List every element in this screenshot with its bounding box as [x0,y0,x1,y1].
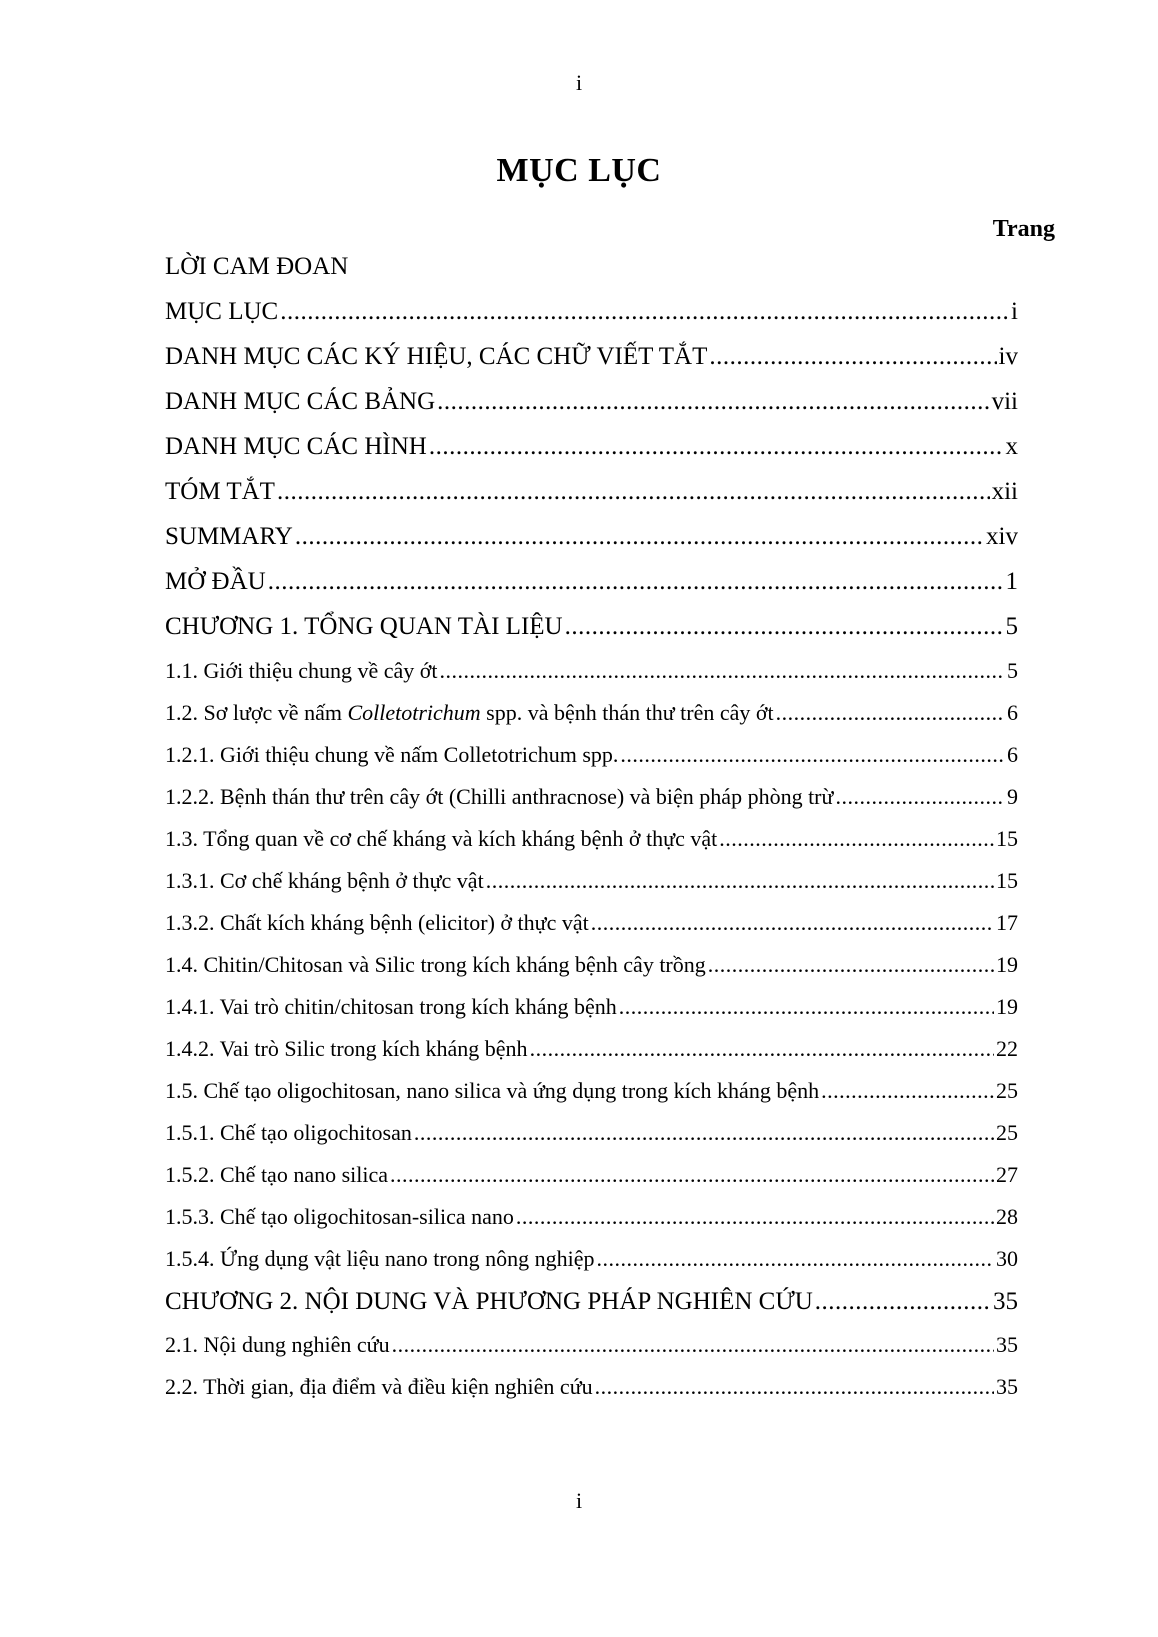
toc-entry[interactable] [165,784,1018,810]
toc-entry[interactable] [165,700,1018,726]
toc-entry-label [165,700,774,726]
toc-entry-page: 1 [1005,568,1018,595]
toc-entry-label: 1.5.4. Ứng dụng vật liệu nano trong nông nghiệp [165,1246,595,1271]
toc-entry-page: 25 [996,1078,1018,1103]
toc-entry-page: 25 [996,1120,1018,1145]
toc-entry-label: LỜI CAM ĐOAN [165,253,349,280]
toc-entry[interactable] [165,994,1018,1020]
header-page-number: i [575,70,583,95]
toc-dot-leader [429,433,1004,461]
toc-entry[interactable] [165,1374,1018,1400]
toc-entry[interactable] [165,1036,1018,1062]
toc-entry-page: i [1011,298,1018,325]
toc-entry-page: 5 [1005,613,1018,640]
toc-entry[interactable] [165,433,1018,461]
toc-entry[interactable] [165,952,1018,978]
toc-dot-leader [815,1288,991,1316]
toc-entry[interactable] [165,523,1018,551]
toc-entry-label: SUMMARY [165,523,293,550]
toc-entry[interactable] [165,742,1018,768]
toc-entry-label-part: 1.2. Sơ lược về nấm [165,700,348,725]
toc-entry-page: 27 [996,1162,1018,1187]
page-column-header: Trang [992,216,1055,242]
toc-entry-label: 1.3.2. Chất kích kháng bệnh (elicitor) ở thực vật [165,910,589,935]
toc-entry-label: 1.4.2. Vai trò Silic trong kích kháng bệnh [165,1036,528,1061]
toc-entry-page: 19 [996,952,1018,977]
toc-entry[interactable] [165,343,1018,371]
toc-entry-page: x [1005,433,1018,460]
toc-entry-label: DANH MỤC CÁC HÌNH [165,433,427,460]
toc-entry-page: 6 [1007,700,1018,725]
toc-entry[interactable] [165,298,1018,326]
toc-dot-leader [440,658,1005,684]
toc-entry[interactable] [165,1204,1018,1230]
toc-entry[interactable] [165,658,1018,684]
toc-entry-label: 2.1. Nội dung nghiên cứu [165,1332,390,1357]
toc-dot-leader [486,868,994,894]
toc-entry-page: 6 [1007,742,1018,767]
toc-entry[interactable] [165,478,1018,506]
toc-entry[interactable] [165,613,1018,641]
toc-dot-leader [620,742,1005,768]
toc-entry[interactable] [165,1246,1018,1272]
toc-entry[interactable] [165,868,1018,894]
toc-entry[interactable] [165,1078,1018,1104]
toc-dot-leader [565,613,1004,641]
toc-entry-label: DANH MỤC CÁC KÝ HIỆU, CÁC CHỮ VIẾT TẮT [165,343,708,370]
toc-entry[interactable] [165,253,1018,281]
toc-dot-leader [516,1204,994,1230]
toc-dot-leader [595,1374,994,1400]
toc-entry-label: 1.3.1. Cơ chế kháng bệnh ở thực vật [165,868,484,893]
toc-entry-page: xiv [986,523,1018,550]
toc-dot-leader [709,343,996,371]
toc-entry-label: 1.2.1. Giới thiệu chung về nấm Colletotrichum spp. [165,742,619,767]
toc-entry-page: 19 [996,994,1018,1019]
toc-dot-leader [835,784,1005,810]
toc-entry-label: 1.5.3. Chế tạo oligochitosan-silica nano [165,1204,514,1229]
toc-entry[interactable] [165,826,1018,852]
toc-dot-leader [295,523,984,551]
toc-entry[interactable] [165,910,1018,936]
toc-entry[interactable] [165,1332,1018,1358]
toc-dot-leader [719,826,994,852]
toc-dot-leader [597,1246,994,1272]
toc-entry-page: 15 [996,826,1018,851]
toc-entry-label-italic: Colletotrichum [347,700,481,725]
toc-entry-label: 1.5.1. Chế tạo oligochitosan [165,1120,412,1145]
toc-dot-leader [437,388,989,416]
toc-entry-page: 22 [996,1036,1018,1061]
toc-dot-leader [591,910,994,936]
toc-dot-leader [414,1120,994,1146]
toc-entry-label: TÓM TẮT [165,478,275,505]
toc-entry-label: 2.2. Thời gian, địa điểm và điều kiện nghiên cứu [165,1374,593,1399]
toc-entry[interactable] [165,1120,1018,1146]
toc-dot-leader [390,1162,994,1188]
toc-entry-page: 17 [996,910,1018,935]
toc-entry-label: 1.2.2. Bệnh thán thư trên cây ớt (Chilli anthracnose) và biện pháp phòng trừ [165,784,834,809]
toc-entry[interactable] [165,1162,1018,1188]
toc-entry-label: 1.3. Tổng quan về cơ chế kháng và kích kháng bệnh ở thực vật [165,826,718,851]
toc-entry-label: MỞ ĐẦU [165,568,266,595]
toc-entry-label: CHƯƠNG 2. NỘI DUNG VÀ PHƯƠNG PHÁP NGHIÊN CỨU [165,1288,813,1315]
toc-dot-leader [708,952,994,978]
toc-entry-page: 30 [996,1246,1018,1271]
toc-dot-leader [619,994,994,1020]
footer-page-number: i [575,1488,583,1513]
toc-entry-label: 1.5. Chế tạo oligochitosan, nano silica và ứng dụng trong kích kháng bệnh [165,1078,820,1103]
toc-dot-leader [277,478,990,506]
toc-entry-label: CHƯƠNG 1. TỔNG QUAN TÀI LIỆU [165,613,563,640]
toc-entry-page: iv [998,343,1018,370]
toc-entry-label: 1.4. Chitin/Chitosan và Silic trong kích kháng bệnh cây trồng [165,952,706,977]
toc-entry-page: 35 [993,1288,1018,1315]
toc-dot-leader [392,1332,994,1358]
toc-entry-label: 1.4.1. Vai trò chitin/chitosan trong kích kháng bệnh [165,994,617,1019]
toc-dot-leader [821,1078,994,1104]
toc-entry-label: MỤC LỤC [165,298,279,325]
toc-entry-page: vii [991,388,1018,415]
toc-entry-page: 9 [1007,784,1018,809]
toc-entry-page: 28 [996,1204,1018,1229]
toc-entry[interactable] [165,568,1018,596]
toc-entry-label-part: spp. và bệnh thán thư trên cây ớt [480,700,774,725]
toc-dot-leader [280,298,1009,326]
toc-entry-label: 1.5.2. Chế tạo nano silica [165,1162,389,1187]
toc-entry[interactable] [165,388,1018,416]
toc-entry-page: xii [991,478,1018,505]
toc-entry[interactable] [165,1288,1018,1316]
toc-entry-label: 1.1. Giới thiệu chung về cây ớt [165,658,438,683]
toc-dot-leader [776,700,1005,726]
toc-entry-page: 15 [996,868,1018,893]
toc-dot-leader [530,1036,994,1062]
toc-entry-page: 5 [1007,658,1018,683]
toc-entry-page: 35 [996,1332,1018,1357]
toc-entry-label: DANH MỤC CÁC BẢNG [165,388,436,415]
toc-entry-page: 35 [996,1374,1018,1399]
page-title: MỤC LỤC [496,152,662,189]
toc-dot-leader [268,568,1004,596]
